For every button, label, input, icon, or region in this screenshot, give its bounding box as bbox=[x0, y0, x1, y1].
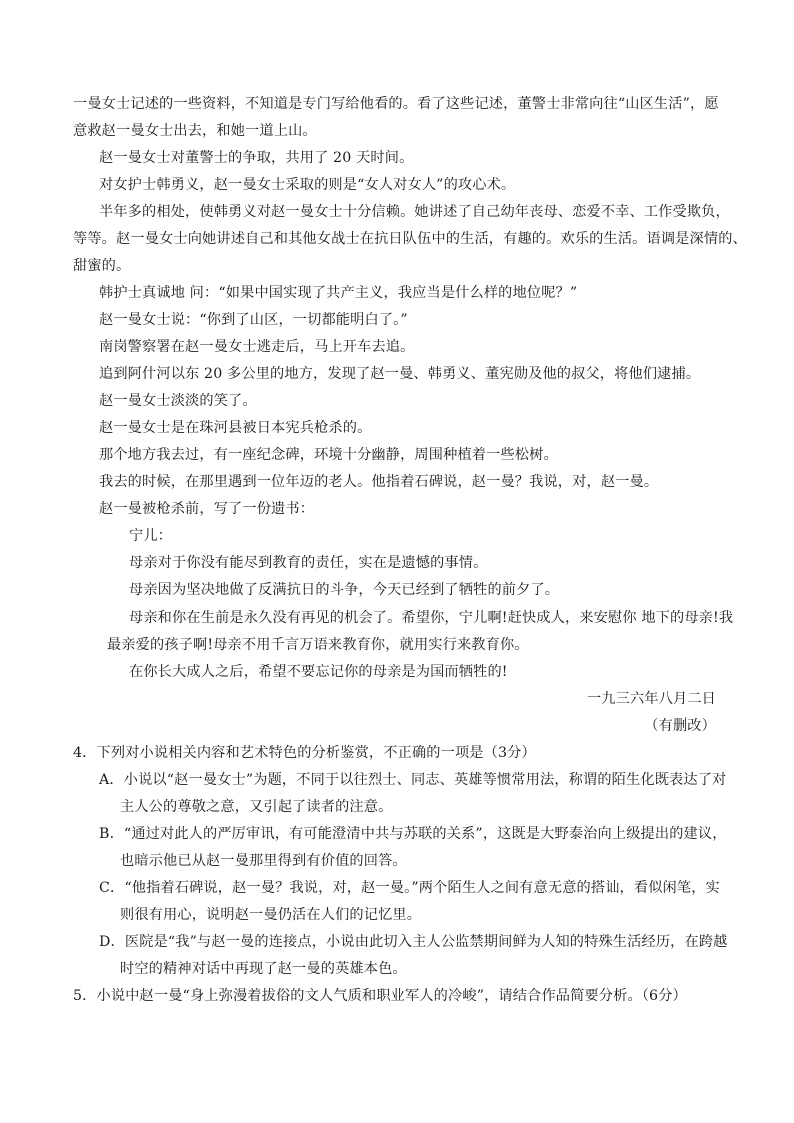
story-line: 南岗警察署在赵一曼女士逃走后，马上开车去追。 bbox=[99, 339, 415, 355]
option-b: B．“通过对此人的严厉审讯，有可能澄清中共与苏联的关系”，这既是大野泰治向上级提出的建议， bbox=[99, 826, 727, 842]
question-4: 4．下列对小说相关内容和艺术特色的分析鉴赏，不正确的一项是（3分） bbox=[73, 745, 536, 761]
option-c: C．“他指着石碑说，赵一曼？我说，对，赵一曼。”两个陌生人之间有意无意的搭讪，看似闲笔，实 bbox=[99, 880, 720, 896]
letter-line: 最亲爱的孩子啊!母亲不用千言万语来教育你，就用实行来教育你。 bbox=[107, 637, 529, 653]
story-line: 赵一曼女士对董警士的争取，共用了 20 天时间。 bbox=[99, 150, 414, 166]
letter-line: 母亲因为坚决地做了反满抗日的斗争，今天已经到了牺牲的前夕了。 bbox=[129, 582, 560, 598]
story-line: 追到阿什河以东 20 多公里的地方，发现了赵一曼、韩勇义、董宪勋及他的叔父，将他们逮捕。 bbox=[99, 366, 701, 382]
story-line: 赵一曼女士淡淡的笑了。 bbox=[99, 393, 257, 409]
source-note: （有删改） bbox=[644, 718, 716, 734]
story-line: 赵一曼被枪杀前，写了一份遗书： bbox=[99, 501, 315, 517]
option-d: D．医院是“我”与赵一曼的连接点，小说由此切入主人公监禁期间鲜为人知的特殊生活经历，在跨越 bbox=[99, 934, 728, 950]
letter-line: 在你长大成人之后，希望不要忘记你的母亲是为国而牺牲的! bbox=[129, 664, 508, 680]
story-line: 韩护士真诚地 问：“如果中国实现了共产主义，我应当是什么样的地位呢？” bbox=[99, 285, 578, 301]
story-line: 半年多的相处，使韩勇义对赵一曼女士十分信赖。她讲述了自己幼年丧母、恋爱不幸、工作受欺负， bbox=[99, 204, 730, 220]
letter-salutation: 宁儿： bbox=[129, 528, 173, 544]
question-5: 5．小说中赵一曼“身上弥漫着拔俗的文人气质和职业军人的冷峻”，请结合作品简要分析。（6分） bbox=[73, 988, 687, 1004]
letter-date: 一九三六年八月二日 bbox=[586, 691, 716, 707]
story-line: 一曼女士记述的一些资料，不知道是专门写给他看的。看了这些记述，董警士非常向往“山区生活”，愿 bbox=[73, 96, 719, 112]
letter-line: 母亲对于你没有能尽到教育的责任，实在是遗憾的事情。 bbox=[129, 555, 488, 571]
story-line: 赵一曼女士说：“你到了山区，一切都能明白了。” bbox=[99, 312, 408, 328]
option-a: A．小说以“赵一曼女士”为题，不同于以往烈士、同志、英雄等惯常用法，称谓的陌生化既表达了对 bbox=[99, 772, 727, 788]
story-line: 对女护士韩勇义，赵一曼女士采取的则是“女人对女人”的攻心术。 bbox=[99, 177, 516, 193]
option-c-continued: 则很有用心，说明赵一曼仍活在人们的记忆里。 bbox=[120, 907, 422, 923]
story-line: 等等。赵一曼女士向她讲述自己和其他女战士在抗日队伍中的生活，有趣的。欢乐的生活。语调是深情的、 bbox=[73, 231, 747, 247]
story-line: 我去的时候，在那里遇到一位年迈的老人。他指着石碑说，赵一曼？我说，对，赵一曼。 bbox=[99, 474, 659, 490]
option-a-continued: 主人公的尊敬之意，又引起了读者的注意。 bbox=[120, 799, 393, 815]
story-line: 甜蜜的。 bbox=[73, 258, 131, 274]
option-d-continued: 时空的精神对话中再现了赵一曼的英雄本色。 bbox=[120, 961, 407, 977]
story-line: 意救赵一曼女士出去，和她一道上山。 bbox=[73, 123, 317, 139]
option-b-continued: 也暗示他已从赵一曼那里得到有价值的回答。 bbox=[120, 853, 407, 869]
letter-line: 母亲和你在生前是永久没有再见的机会了。希望你，宁儿啊!赶快成人，来安慰你 地下的母亲!我 bbox=[129, 610, 734, 626]
story-line: 那个地方我去过，有一座纪念碑，环境十分幽静，周围种植着一些松树。 bbox=[99, 447, 558, 463]
story-line: 赵一曼女士是在珠河县被日本宪兵枪杀的。 bbox=[99, 420, 372, 436]
